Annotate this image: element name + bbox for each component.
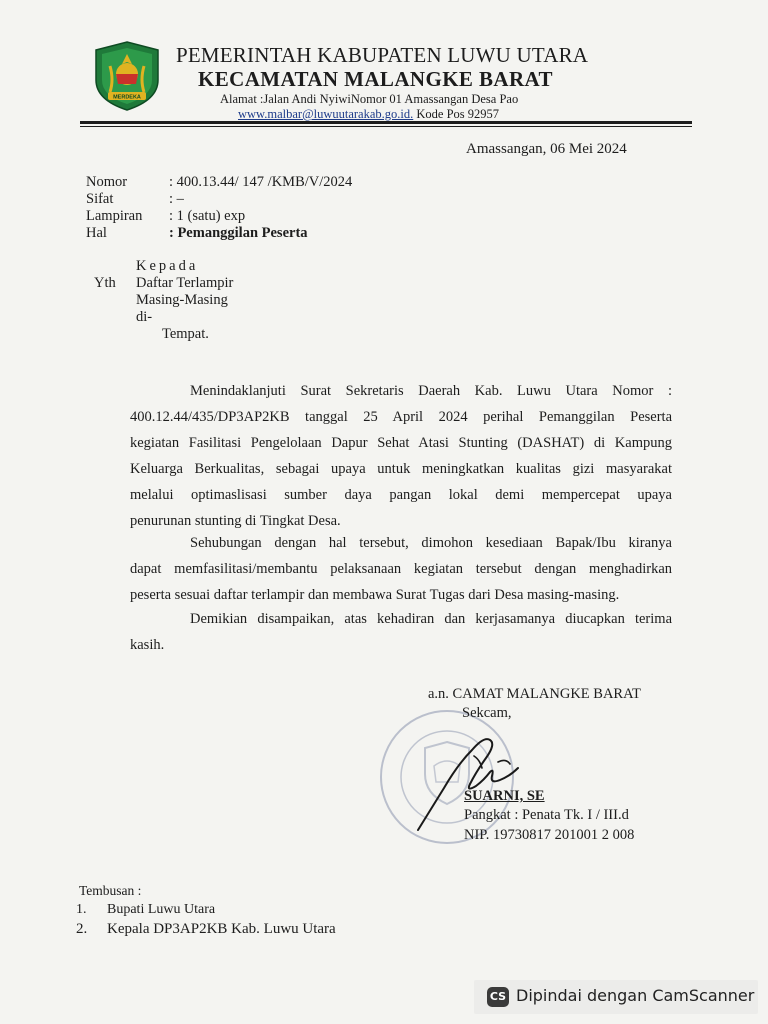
paragraph-line: peserta sesuai daftar terlampir dan membawa Surat Tugas dari Desa masing-masing. [130, 587, 620, 603]
tembusan-number: 1. [76, 902, 87, 917]
paragraph-line: penurunan stunting di Tingkat Desa. [130, 513, 341, 529]
paragraph-line: dapat memfasilitasi/membantu pelaksanaan kegiatan tersebut dengan menghadirkan [130, 561, 672, 577]
header-rule-thin [80, 126, 692, 127]
logo-motto: MERDEKA [113, 94, 141, 101]
addressee-kepada: Kepada [136, 258, 199, 274]
tembusan-number: 2. [76, 921, 88, 937]
camscanner-icon: CS [487, 987, 509, 1007]
meta-value-nomor: : 400.13.44/ 147 /KMB/V/2024 [169, 174, 353, 190]
letterhead-government: PEMERINTAH KABUPATEN LUWU UTARA [176, 43, 589, 67]
meta-value-sifat: : – [169, 191, 184, 207]
meta-value-hal: : Pemanggilan Peserta [169, 225, 308, 241]
paragraph-line: 400.12.44/435/DP3AP2KB tanggal 25 April 2024 perihal Pemanggilan Peserta [130, 409, 672, 425]
meta-label-hal: Hal [86, 225, 107, 241]
signature-title: a.n. CAMAT MALANGKE BARAT [428, 686, 641, 702]
tembusan-title: Tembusan : [79, 883, 142, 898]
letterhead-address: Alamat :Jalan Andi NyiwiNomor 01 Amassangan Desa Pao [220, 92, 519, 106]
letterhead-contact [238, 107, 499, 122]
signatory-rank: Pangkat : Penata Tk. I / III.d [464, 807, 629, 823]
meta-label-nomor: Nomor [86, 174, 128, 190]
addressee-line1: Daftar Terlampir [136, 275, 234, 291]
letterhead-district: KECAMATAN MALANGKE BARAT [198, 67, 553, 91]
paragraph-line: Keluarga Berkualitas, sebagai upaya untuk meningkatkan kualitas gizi masyarakat [130, 461, 672, 477]
body-paragraph-1 [130, 378, 672, 534]
scanner-watermark-text: Dipindai dengan CamScanner [516, 986, 755, 1005]
meta-value-lampiran: : 1 (satu) exp [169, 208, 246, 224]
tembusan-item: Bupati Luwu Utara [107, 902, 216, 917]
meta-label-lampiran: Lampiran [86, 208, 143, 224]
addressee-yth: Yth [94, 275, 116, 291]
body-paragraph-3 [130, 606, 672, 658]
paragraph-line: Sehubungan dengan hal tersebut, dimohon kesediaan Bapak/Ibu kiranya [190, 535, 672, 551]
paragraph-line: kegiatan Fasilitasi Pengelolaan Dapur Sehat Atasi Stunting (DASHAT) di Kampung [130, 435, 672, 451]
letter-date: Amassangan, 06 Mei 2024 [466, 141, 627, 157]
postal-code: Kode Pos 92957 [416, 107, 500, 121]
tembusan-item: Kepala DP3AP2KB Kab. Luwu Utara [107, 921, 336, 937]
addressee-line4: Tempat. [162, 326, 209, 342]
addressee-line2: Masing-Masing [136, 292, 228, 308]
addressee-line3: di- [136, 309, 153, 325]
paragraph-line: Demikian disampaikan, atas kehadiran dan kerjasamanya diucapkan terima [190, 611, 672, 627]
body-paragraph-2 [130, 530, 672, 608]
meta-label-sifat: Sifat [86, 191, 114, 207]
regency-emblem-icon [92, 40, 162, 112]
header-rule-thick [80, 121, 692, 124]
website-link[interactable]: www.malbar@luwuutarakab.go.id. [238, 107, 414, 121]
signatory-nip: NIP. 19730817 201001 2 008 [464, 827, 635, 843]
signatory-name: SUARNI, SE [464, 788, 545, 804]
paragraph-line: Menindaklanjuti Surat Sekretaris Daerah Kab. Luwu Utara Nomor : [190, 383, 672, 399]
signature-role: Sekcam, [462, 705, 512, 721]
paragraph-line: kasih. [130, 637, 165, 653]
paragraph-line: melalui optimaslisasi sumber daya pangan lokal demi mempercepat upaya [130, 487, 672, 503]
